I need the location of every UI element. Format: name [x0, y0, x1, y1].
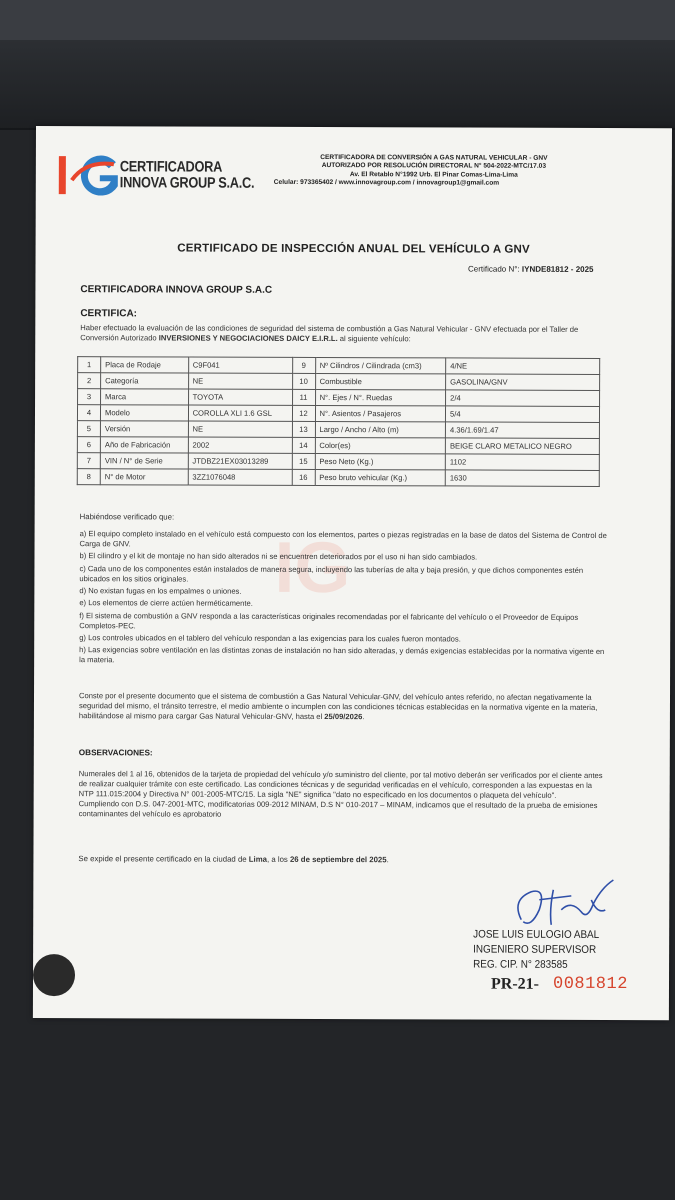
observation-paragraph: Cumpliendo con D.S. 047-2001-MTC, modificatorias 009-2012 MINAM, D.S N° 010-2017 – MINAM, indicamos que el resultado de la prueba de emisiones contaminantes del vehículo es aprobatorio [78, 799, 598, 820]
company-logo-text [120, 159, 255, 191]
field-value: NE [188, 373, 292, 389]
field-label: Placa de Rodaje [101, 357, 189, 373]
document-title: CERTIFICADO DE INSPECCIÓN ANUAL DEL VEHÍCULO A GNV [177, 242, 530, 256]
letterhead [273, 153, 584, 188]
field-label: Peso Neto (Kg.) [315, 453, 446, 469]
letterhead-contact: Celular: 973365402 / www.innovagroup.com / innovagroup1@gmail.com [273, 178, 500, 187]
field-label: N° de Motor [100, 469, 188, 485]
vehicle-data-table [77, 356, 600, 487]
row-number: 9 [292, 357, 315, 373]
table-row [77, 469, 599, 487]
conste-end: . [362, 712, 365, 722]
table-row [78, 389, 600, 407]
intro-text-end: al siguiente vehículo: [337, 334, 411, 344]
table-row [77, 437, 599, 455]
row-number: 10 [292, 373, 315, 389]
workshop-name: INVERSIONES Y NEGOCIACIONES DAICY E.I.R.L. [158, 333, 338, 344]
certifica-heading: CERTIFICA: [80, 308, 138, 320]
signer-block [473, 928, 599, 973]
letterhead-line-2: AUTORIZADO POR RESOLUCIÓN DIRECTORAL N° 504-2022-MTC/17.03 [321, 162, 547, 171]
verification-item: g) Los controles ubicados en el tablero del vehículo respondan a las exigencias para los cuales fueron montados. [79, 633, 461, 644]
field-value: 1102 [445, 454, 599, 471]
issue-date: 26 de septiembre del 2025 [289, 854, 387, 865]
table-row [78, 357, 600, 375]
field-label: Largo / Ancho / Alto (m) [315, 421, 446, 437]
verification-item: f) El sistema de combustión a GNV responda a las características originales recomendadas por el fabricante del vehículo o el Proveedor de Equipos Completos-PEC. [79, 610, 579, 631]
row-number: 14 [292, 437, 315, 453]
background-top [0, 0, 675, 40]
field-value: TOYOTA [188, 389, 292, 405]
letterhead-line-3: Av. El Retablo N°1992 Urb. El Pinar Comas-Lima-Lima [349, 170, 518, 179]
field-value: GASOLINA/GNV [446, 374, 600, 391]
field-label: N°. Asientos / Pasajeros [315, 405, 446, 421]
row-number: 3 [78, 389, 101, 405]
certificate-document [33, 126, 672, 1020]
signer-name: JOSE LUIS EULOGIO ABAL [473, 928, 600, 941]
certificate-number [468, 265, 594, 274]
signer-role: INGENIERO SUPERVISOR [473, 943, 597, 956]
svg-text:IG: IG [274, 527, 351, 609]
field-label: Año de Fabricación [100, 437, 188, 453]
field-label: Marca [101, 389, 189, 405]
field-label: Categoría [101, 373, 189, 389]
issue-statement [78, 854, 388, 864]
logo-line-2: INNOVA GROUP S.A.C. [119, 174, 255, 192]
verification-item: e) Los elementos de cierre actúen herméticamente. [79, 598, 253, 609]
row-number: 4 [77, 405, 100, 421]
observation-paragraph: Numerales del 1 al 16, obtenidos de la tarjeta de propiedad del vehículo y/o suministro del cliente, por tal motivo deberán ser verificados por el cliente antes de realizar cualquier trámite con este certificado. Las condiciones técnicas y de seguridad verificadas en el vehículo, corresponden a las expuestas en la NTP 111.015:2004 y Directiva N° 001-2005-MTC/15. La sigla "NE" significa "dato no especificado en los documentos o plaqueta del vehículo". [78, 769, 603, 801]
row-number: 6 [77, 437, 100, 453]
issue-city: Lima [248, 854, 268, 864]
verification-item: h) Las exigencias sobre ventilación en las distintas zonas de instalación no han sido alteradas, y demás exigencias establecidas por la normativa vigente en la materia. [79, 645, 605, 665]
conste-text: Conste por el presente documento que el sistema de combustión a Gas Natural Vehicular-GNV, del vehículo antes referido, no afectan negativamente la seguridad del mismo, el tránsito terrestre, el medio ambiente o incumplen con las condiciones técnicas establecidas en la normativa vigente en la materia, habilitándose al mismo para cargar Gas Natural Vehicular-GNV, hasta el [78, 691, 598, 722]
verification-item: d) No existan fugas en los empalmes o uniones. [79, 586, 242, 596]
validity-date: 25/09/2026 [324, 712, 363, 722]
field-value: C9F041 [188, 357, 292, 373]
field-label: Color(es) [315, 437, 446, 453]
row-number: 8 [77, 469, 100, 485]
verification-item: b) El cilindro y el kit de montaje no han sido alterados ni se encuentren deteriorados por el uso ni han sido cambiados. [79, 551, 478, 562]
field-label: Versión [100, 421, 188, 437]
field-value: 3ZZ1076048 [188, 469, 292, 485]
row-number: 15 [292, 453, 315, 469]
issue-text-end: . [386, 855, 389, 865]
letterhead-line-1: CERTIFICADORA DE CONVERSIÓN A GAS NATURAL VEHICULAR - GNV [320, 153, 548, 162]
table-row [78, 373, 600, 391]
issue-text: Se expide el presente certificado en la ciudad de [78, 854, 249, 864]
certificate-number-label: Certificado N°: [467, 264, 522, 274]
row-number: 16 [292, 469, 315, 485]
intro-text: Haber efectuado la evaluación de las condiciones de seguridad del sistema de combustión a Gas Natural Vehicular - GNV efectuada por el Taller de Conversión Autorizado [80, 323, 579, 343]
field-value: 2002 [188, 437, 292, 453]
row-number: 11 [292, 389, 315, 405]
field-label: Combustible [315, 373, 446, 389]
row-number: 12 [292, 405, 315, 421]
verification-item: c) Cada uno de los componentes están instalados de manera segura, incluyendo las tuberías de alta y baja presión, y que dichos componentes estén ubicados en los sitios originales. [79, 563, 584, 584]
conste-paragraph [79, 691, 609, 723]
observations-heading: OBSERVACIONES: [78, 748, 153, 758]
field-value: 2/4 [446, 390, 600, 407]
field-value: COROLLA XLI 1.6 GSL [188, 405, 292, 421]
background-surface [0, 40, 675, 130]
row-number: 2 [78, 373, 101, 389]
row-number: 13 [292, 421, 315, 437]
field-label: Modelo [100, 405, 188, 421]
punch-hole [33, 954, 75, 996]
serial-number: 0081812 [552, 974, 628, 995]
intro-paragraph [80, 323, 605, 345]
table-row [77, 405, 599, 423]
field-value: 5/4 [446, 406, 600, 423]
table-row [77, 453, 599, 471]
company-name: CERTIFICADORA INNOVA GROUP S.A.C [80, 284, 273, 296]
field-label: N°. Ejes / N°. Ruedas [315, 389, 446, 405]
field-label: Nº Cilindros / Cilindrada (cm3) [315, 357, 446, 373]
observations-text [79, 769, 609, 821]
logo-line-1: CERTIFICADORA [119, 158, 223, 176]
field-value: BEIGE CLARO METALICO NEGRO [445, 438, 599, 455]
serial-prefix: PR-21- [490, 975, 540, 993]
certificate-number-value: IYNDE81812 - 2025 [521, 264, 594, 274]
signer-registration: REG. CIP. N° 283585 [473, 958, 568, 971]
field-label: VIN / N° de Serie [100, 453, 188, 469]
field-value: NE [188, 421, 292, 437]
field-value: 1630 [445, 470, 599, 487]
field-value: 4/NE [446, 358, 600, 375]
issue-text-2: , a los [266, 854, 290, 864]
verification-item: a) El equipo completo instalado en el vehículo está compuesto con los elementos, partes o piezas registradas en la base de datos del Sistema de Control de Carga de GNV. [79, 529, 607, 549]
row-number: 1 [78, 357, 101, 373]
verification-heading: Habiéndose verificado que: [79, 512, 175, 522]
verification-list [79, 529, 609, 669]
field-value: JTDBZ21EX03013289 [188, 453, 292, 469]
row-number: 7 [77, 453, 100, 469]
field-label: Peso bruto vehicular (Kg.) [315, 469, 446, 485]
row-number: 5 [77, 421, 100, 437]
field-value: 4.36/1.69/1.47 [445, 422, 599, 439]
table-row [77, 421, 599, 439]
